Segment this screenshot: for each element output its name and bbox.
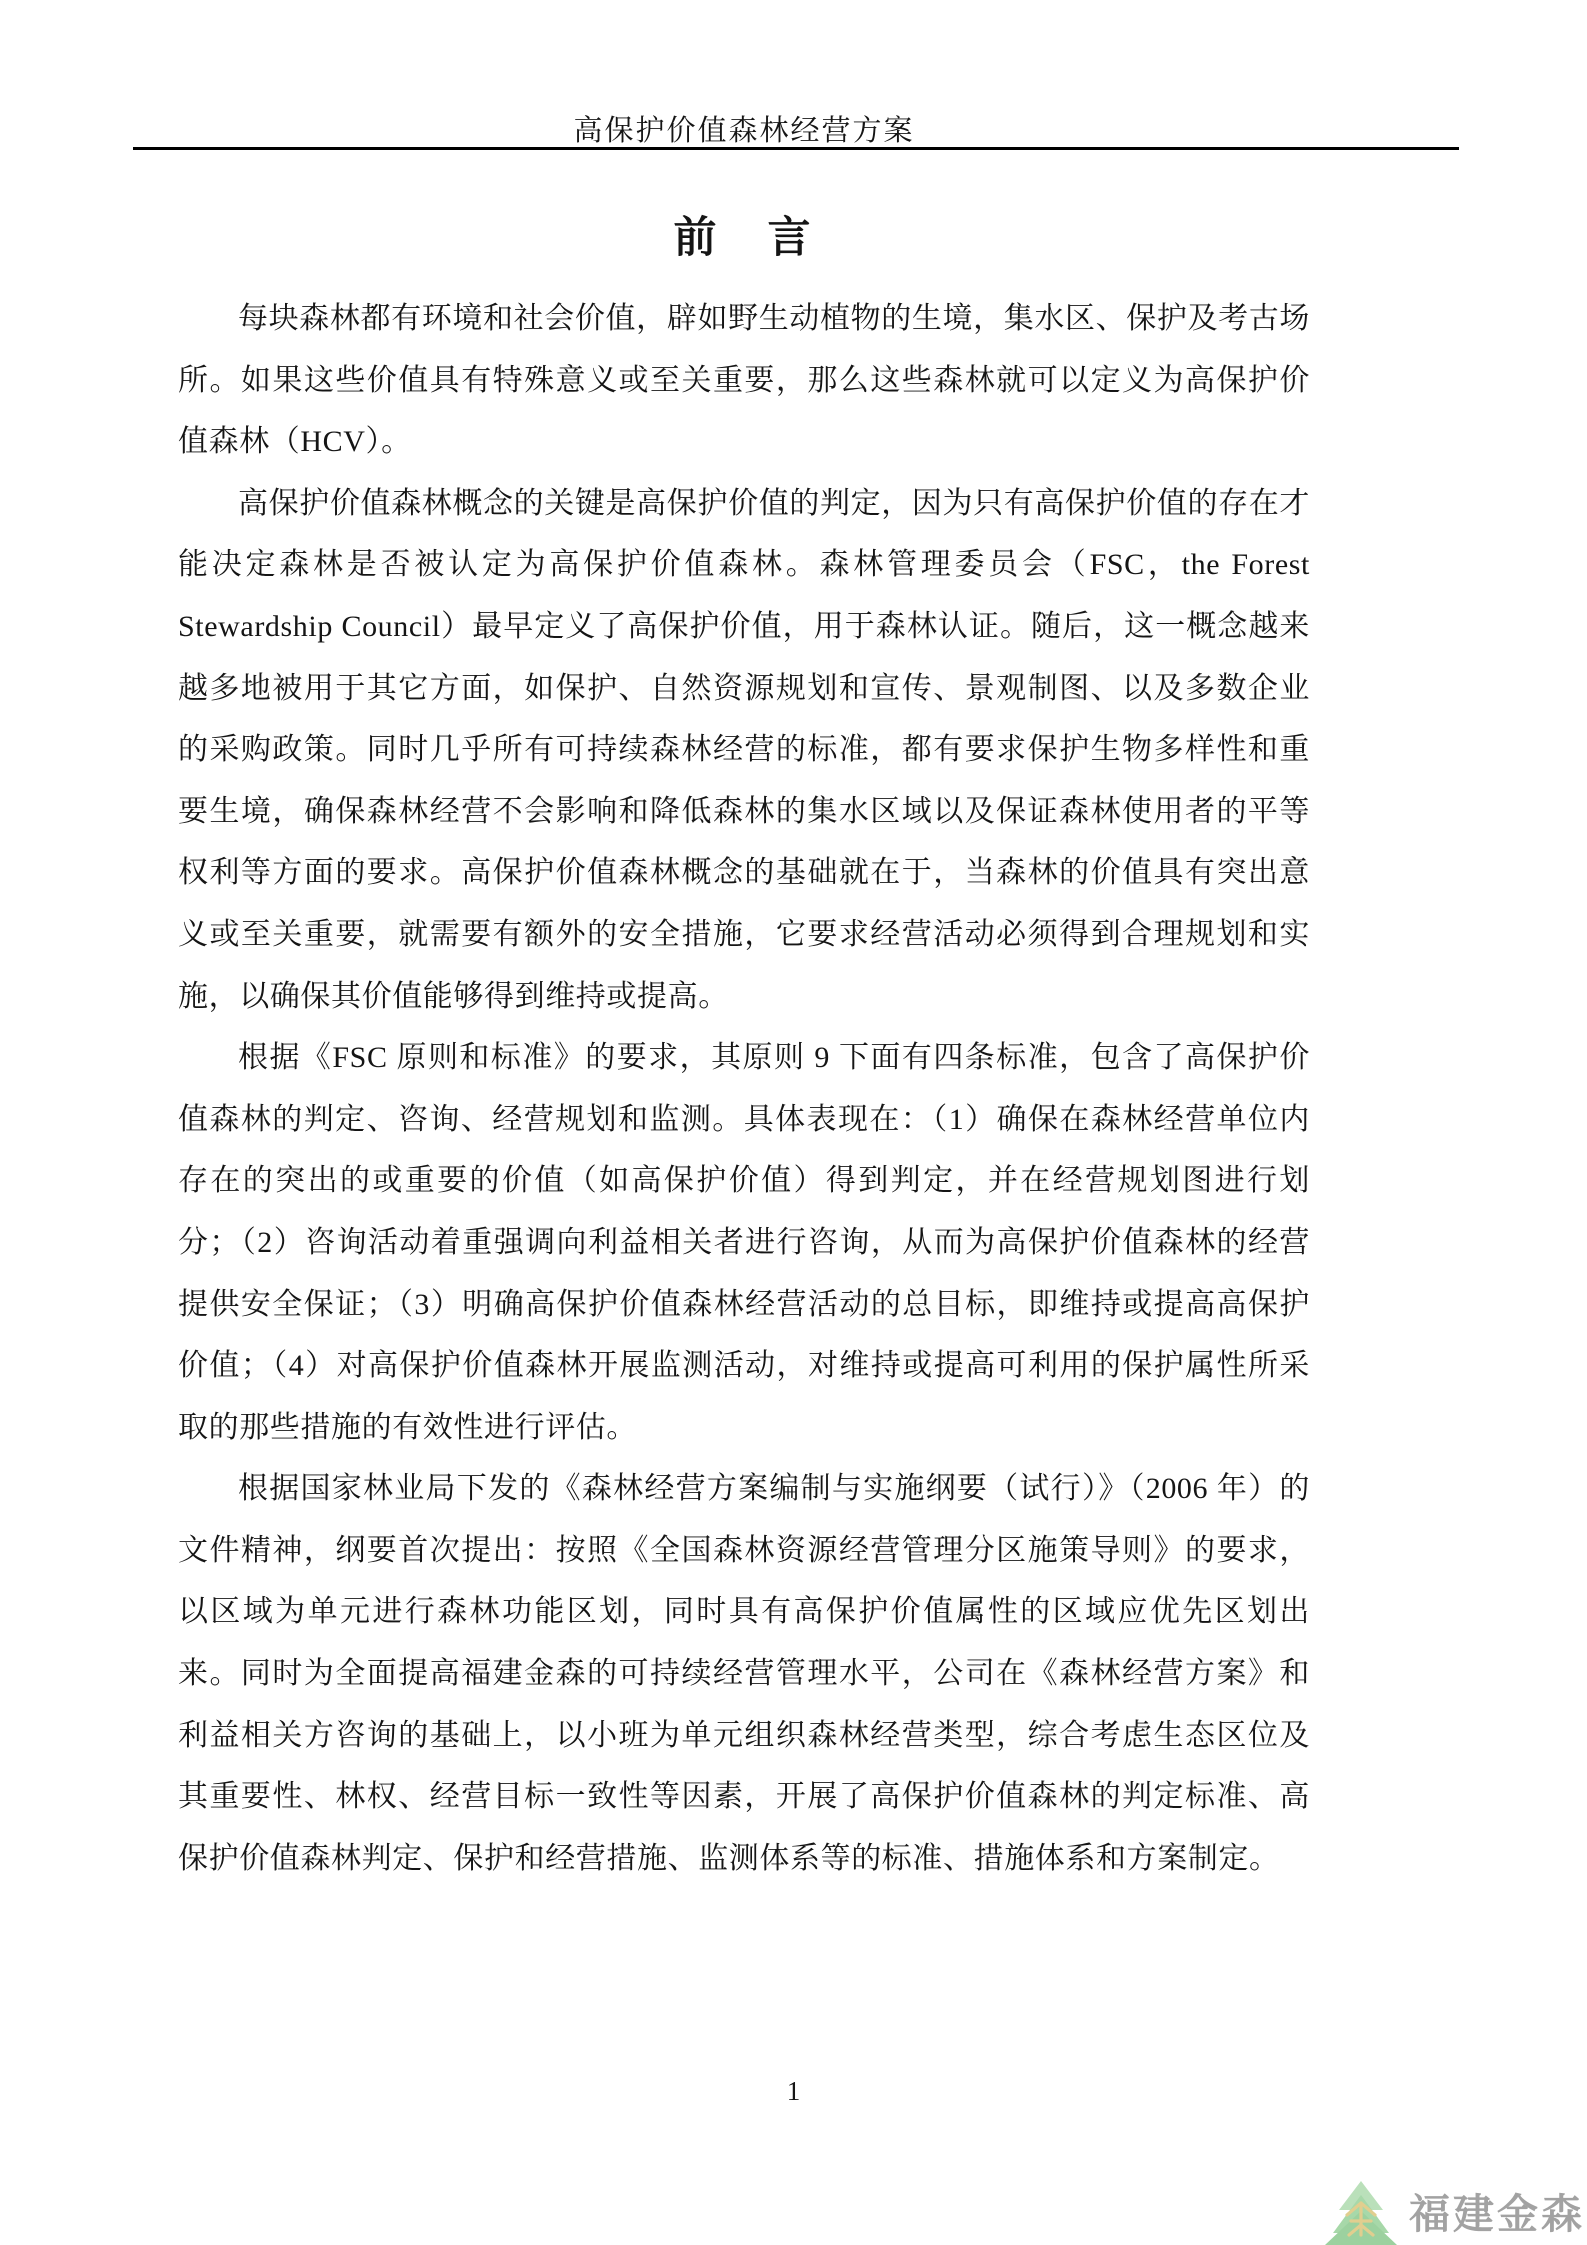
document-body xyxy=(178,288,1310,1889)
pine-tree-icon xyxy=(1325,2179,1397,2245)
page-title: 前 言 xyxy=(673,215,815,262)
body-paragraph-3: 根据《FSC 原则和标准》的要求，其原则 9 下面有四条标准，包含了高保护价值森林的判定、咨询、经营规划和监测。具体表现在：（1）确保在森林经营单位内存在的突出的或重要的价值（如高保护价值）得到判定，并在经营规划图进行划分；（2）咨询活动着重强调向利益相关者进行咨询，从而为高保护价值森林的经营提供安全保证；（3）明确高保护价值森林经营活动的总目标，即维持或提高高保护价值；（4）对高保护价值森林开展监测活动，对维持或提高可利用的保护属性所采取的那些措施的有效性进行评估。 xyxy=(178,1041,1310,1444)
page-header-title: 高保护价值森林经营方案 xyxy=(573,115,915,147)
page-number: 1 xyxy=(786,2076,801,2106)
body-paragraph-1: 每块森林都有环境和社会价值，辟如野生动植物的生境，集水区、保护及考古场所。如果这些价值具有特殊意义或至关重要，那么这些森林就可以定义为高保护价值森林（HCV）。 xyxy=(178,302,1310,459)
company-logo xyxy=(1325,2179,1585,2245)
header-divider xyxy=(133,147,1459,150)
logo-text: 福建金森 xyxy=(1409,2191,1585,2237)
body-paragraph-4: 根据国家林业局下发的《森林经营方案编制与实施纲要（试行）》（2006 年）的文件精神，纲要首次提出：按照《全国森林资源经营管理分区施策导则》的要求，以区域为单元进行森林功能区划，同时具有高保护价值属性的区域应优先区划出来。同时为全面提高福建金森的可持续经营管理水平，公司在《森林经营方案》和利益相关方咨询的基础上，以小班为单元组织森林经营类型，综合考虑生态区位及其重要性、林权、经营目标一致性等因素，开展了高保护价值森林的判定标准、高保护价值森林判定、保护和经营措施、监测体系等的标准、措施体系和方案制定。 xyxy=(178,1472,1310,1875)
body-paragraph-2: 高保护价值森林概念的关键是高保护价值的判定，因为只有高保护价值的存在才能决定森林是否被认定为高保护价值森林。森林管理委员会（FSC，the Forest Stewardship Council）最早定义了高保护价值，用于森林认证。随后，这一概念越来越多地被用于其它方面，如保护、自然资源规划和宣传、景观制图、以及多数企业的采购政策。同时几乎所有可持续森林经营的标准，都有要求保护生物多样性和重要生境，确保森林经营不会影响和降低森林的集水区域以及保证森林使用者的平等权利等方面的要求。高保护价值森林概念的基础就在于，当森林的价值具有突出意义或至关重要，就需要有额外的安全措施，它要求经营活动必须得到合理规划和实施，以确保其价值能够得到维持或提高。 xyxy=(178,486,1310,1013)
